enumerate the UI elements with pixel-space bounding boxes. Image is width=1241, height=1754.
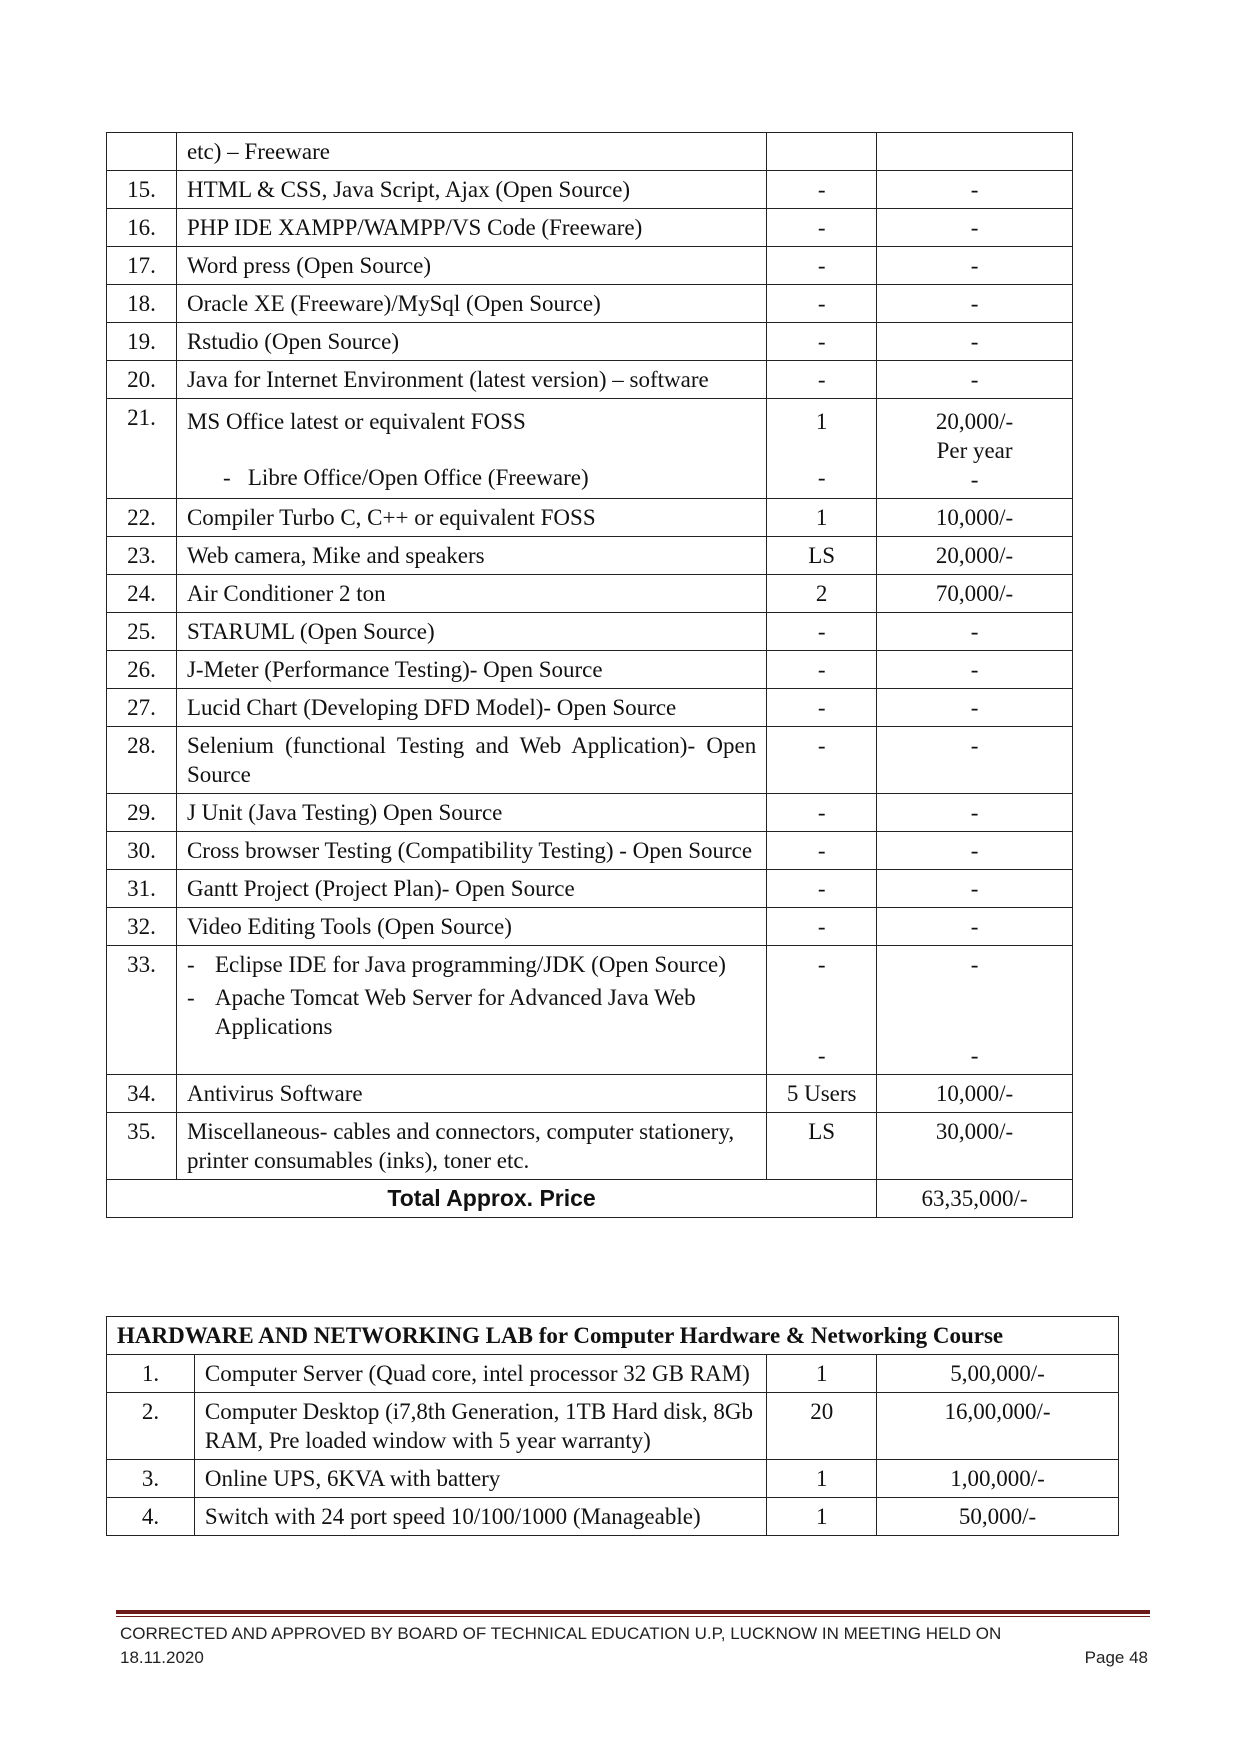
price: 70,000/- [877,575,1073,613]
quantity: - [767,171,877,209]
table-row [107,323,1073,361]
item-description: STARUML (Open Source) [176,613,766,651]
row-number: 33. [107,946,177,1075]
item-description: Computer Server (Quad core, intel processor 32 GB RAM) [194,1355,766,1393]
quantity: - [767,870,877,908]
table-heading-row [107,1317,1119,1355]
table-row [107,1498,1119,1536]
quantity: - [767,794,877,832]
table-row [107,946,1073,1075]
item-description: HTML & CSS, Java Script, Ajax (Open Source) [176,171,766,209]
row-number: 18. [107,285,177,323]
item-description: Rstudio (Open Source) [176,323,766,361]
quantity: 1 [767,499,877,537]
item-description: - Eclipse IDE for Java programming/JDK (Open Source) - Apache Tomcat Web Server for Advanced Java Web Applications [176,946,766,1075]
sub-item-text: Libre Office/Open Office (Freeware) [247,465,589,490]
row-number: 1. [107,1355,195,1393]
quantity: - [767,832,877,870]
price: 5,00,000/- [877,1355,1119,1393]
footer-divider [116,1610,1150,1614]
sub-price: - [970,467,979,492]
quantity: - [767,613,877,651]
quantity: - [767,361,877,399]
item-description: Miscellaneous- cables and connectors, computer stationery, printer consumables (inks), toner etc. [176,1113,766,1180]
quantity: - [767,247,877,285]
item-description: Air Conditioner 2 ton [176,575,766,613]
price: - [877,171,1073,209]
row-number: 32. [107,908,177,946]
item-description: Web camera, Mike and speakers [176,537,766,575]
page-footer [120,1622,1148,1670]
row-number: 29. [107,794,177,832]
quantity: 1 [767,1355,877,1393]
item-text: Eclipse IDE for Java programming/JDK (Open Source) [214,952,726,977]
quantity: 20 [767,1393,877,1460]
quantity: - [767,651,877,689]
quantity: LS [767,537,877,575]
table-row [107,209,1073,247]
price: - [970,1043,979,1068]
price: 10,000/- [877,1075,1073,1113]
item-description: Java for Internet Environment (latest version) – software [176,361,766,399]
price-note: Per year [936,438,1013,463]
row-number: 17. [107,247,177,285]
sub-quantity: - [817,465,826,490]
row-number: 26. [107,651,177,689]
quantity: - [767,285,877,323]
total-value: 63,35,000/- [877,1180,1073,1218]
row-number: 28. [107,727,177,794]
price [877,133,1073,171]
row-number: 34. [107,1075,177,1113]
item-description: MS Office latest or equivalent FOSS - Libre Office/Open Office (Freeware) [176,399,766,499]
row-number: 22. [107,499,177,537]
table-row [107,575,1073,613]
price: - [877,209,1073,247]
row-number: 16. [107,209,177,247]
item-description: Selenium (functional Testing and Web Application)- Open Source [176,727,766,794]
item-description: Computer Desktop (i7,8th Generation, 1TB Hard disk, 8Gb RAM, Pre loaded window with 5 year warranty) [194,1393,766,1460]
table-row [107,1355,1119,1393]
row-number: 27. [107,689,177,727]
item-description: J Unit (Java Testing) Open Source [176,794,766,832]
quantity: - [767,209,877,247]
row-number: 3. [107,1460,195,1498]
price: - [877,832,1073,870]
price: - [877,651,1073,689]
item-description: Compiler Turbo C, C++ or equivalent FOSS [176,499,766,537]
table-row [107,285,1073,323]
row-number: 15. [107,171,177,209]
item-description: Gantt Project (Project Plan)- Open Source [176,870,766,908]
row-number: 20. [107,361,177,399]
row-number [107,133,177,171]
hardware-lab-table [106,1316,1119,1536]
item-description: Cross browser Testing (Compatibility Testing) - Open Source [176,832,766,870]
footer-approval-text: CORRECTED AND APPROVED BY BOARD OF TECHNICAL EDUCATION U.P, LUCKNOW IN MEETING HELD ON [120,1624,1002,1643]
row-number: 25. [107,613,177,651]
table-row [107,832,1073,870]
price-cell [877,946,1073,1075]
row-number: 30. [107,832,177,870]
table-row [107,171,1073,209]
quantity: - [767,323,877,361]
table-row [107,1393,1119,1460]
row-number: 31. [107,870,177,908]
row-number: 19. [107,323,177,361]
page-number: Page 48 [1084,1648,1148,1667]
price: 16,00,000/- [877,1393,1119,1460]
lab-heading: HARDWARE AND NETWORKING LAB for Computer Hardware & Networking Course [107,1317,1119,1355]
quantity: - [767,908,877,946]
table-row [107,908,1073,946]
table-row [107,537,1073,575]
quantity: - [767,689,877,727]
item-description: Antivirus Software [176,1075,766,1113]
table-row [107,247,1073,285]
quantity: LS [767,1113,877,1180]
row-number: 21. [107,399,177,499]
total-row [107,1180,1073,1218]
price: - [877,689,1073,727]
table-row [107,361,1073,399]
quantity: 5 Users [767,1075,877,1113]
footer-divider-thin [116,1616,1150,1617]
quantity: 1 [815,409,828,434]
price: 10,000/- [877,499,1073,537]
price: - [877,613,1073,651]
table-row [107,689,1073,727]
item-description: Online UPS, 6KVA with battery [194,1460,766,1498]
price: 20,000/- [935,409,1014,434]
table-row [107,613,1073,651]
table-row [107,1113,1073,1180]
price: - [877,285,1073,323]
total-label: Total Approx. Price [107,1180,877,1218]
price: 1,00,000/- [877,1460,1119,1498]
quantity: - [767,727,877,794]
quantity: 1 [767,1498,877,1536]
price: - [877,794,1073,832]
row-number: 35. [107,1113,177,1180]
quantity: 2 [767,575,877,613]
price-cell [877,399,1073,499]
price: - [877,870,1073,908]
table-row [107,133,1073,171]
quantity-cell [767,946,877,1075]
table-row [107,1075,1073,1113]
table-row [107,870,1073,908]
row-number: 23. [107,537,177,575]
table-row [107,399,1073,499]
quantity-cell [767,399,877,499]
item-description: J-Meter (Performance Testing)- Open Source [176,651,766,689]
item-description: Switch with 24 port speed 10/100/1000 (Manageable) [194,1498,766,1536]
price: - [877,247,1073,285]
quantity [767,133,877,171]
item-text: MS Office latest or equivalent FOSS [186,409,526,434]
table-row [107,499,1073,537]
item-description: Oracle XE (Freeware)/MySql (Open Source) [176,285,766,323]
table-row [107,727,1073,794]
table-row [107,651,1073,689]
item-description: Lucid Chart (Developing DFD Model)- Open Source [176,689,766,727]
item-description: Video Editing Tools (Open Source) [176,908,766,946]
item-text: Apache Tomcat Web Server for Advanced Java Web Applications [214,985,696,1039]
item-description: Word press (Open Source) [176,247,766,285]
row-number: 24. [107,575,177,613]
table-row [107,1460,1119,1498]
quantity: 1 [767,1460,877,1498]
table-row [107,794,1073,832]
price: - [970,952,979,977]
equipment-table [106,132,1073,1218]
row-number: 4. [107,1498,195,1536]
item-description: etc) – Freeware [176,133,766,171]
price: - [877,361,1073,399]
price: 50,000/- [877,1498,1119,1536]
price: 30,000/- [877,1113,1073,1180]
quantity: - [817,952,826,977]
price: 20,000/- [877,537,1073,575]
item-description: PHP IDE XAMPP/WAMPP/VS Code (Freeware) [176,209,766,247]
price: - [877,908,1073,946]
quantity: - [817,1043,826,1068]
row-number: 2. [107,1393,195,1460]
price: - [877,727,1073,794]
price: - [877,323,1073,361]
footer-date: 18.11.2020 [120,1648,204,1667]
